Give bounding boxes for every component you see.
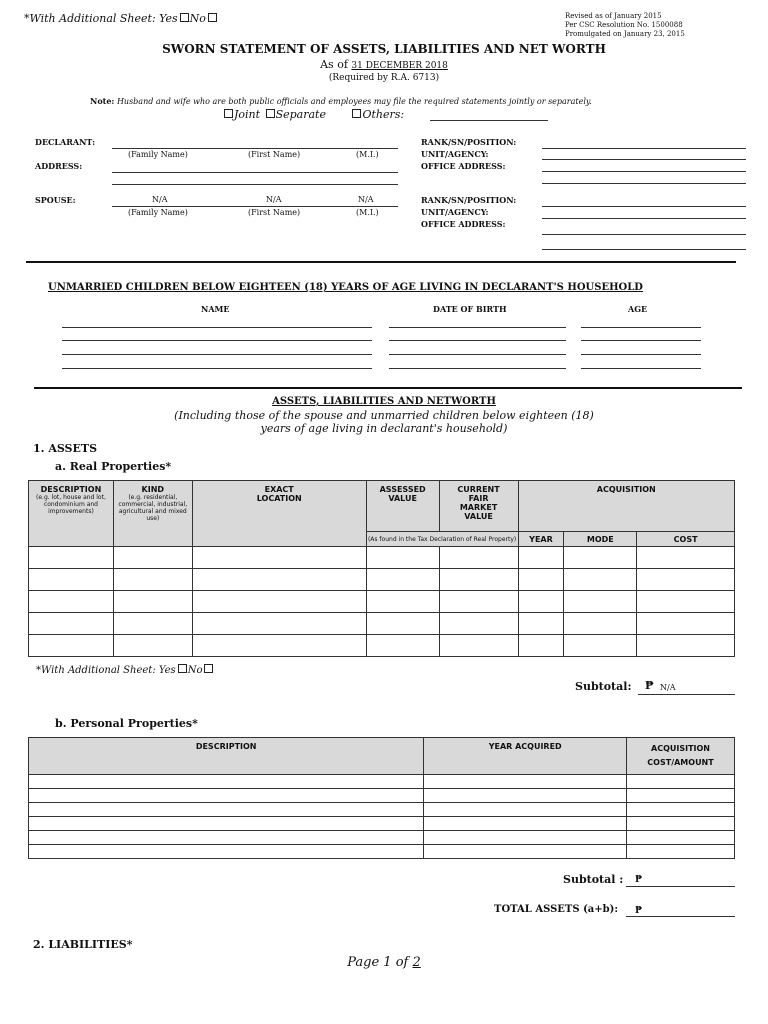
page-total: 2 [412, 955, 421, 970]
page-label: Page 1 of [347, 955, 409, 970]
total-assets-label: TOTAL ASSETS (a+b): [494, 904, 619, 915]
separate-label: Separate [275, 108, 326, 121]
declarant-name-field[interactable] [112, 148, 398, 149]
real-fmv-header: CURRENT FAIR MARKET VALUE [457, 485, 500, 521]
spouse-first-name[interactable]: N/A [266, 195, 282, 204]
alnw-subtitle-1: (Including those of the spouse and unmarried children below eighteen (18) [174, 409, 594, 422]
alnw-title: ASSETS, LIABILITIES AND NETWORTH [272, 396, 496, 407]
spouse-name-field[interactable] [112, 206, 398, 207]
real-property-cell[interactable] [637, 591, 735, 613]
declarant-mi-label: (M.I.) [356, 150, 379, 159]
children-col-age: AGE [628, 304, 648, 314]
real-property-cell[interactable] [113, 635, 192, 657]
real-properties-label: a. Real Properties* [55, 460, 172, 473]
real-property-cell[interactable] [439, 547, 518, 569]
declarant-office-field-2[interactable] [542, 183, 746, 184]
real-property-cell[interactable] [29, 591, 114, 613]
personal-property-row [29, 845, 735, 859]
personal-subtotal-peso: ₱ [635, 875, 643, 885]
real-tax-note-cell [366, 532, 518, 547]
personal-property-cell[interactable] [424, 831, 627, 845]
additional-sheet-label: *With Additional Sheet: [24, 12, 156, 25]
spouse-mi[interactable]: N/A [358, 195, 374, 204]
real-cost-header: COST [637, 532, 735, 547]
page-number [0, 955, 768, 970]
real-properties-table [28, 480, 735, 657]
as-of-date[interactable]: 31 DECEMBER 2018 [351, 61, 448, 71]
promulgated-text: Promulgated on January 23, 2015 [565, 30, 685, 38]
spouse-rank-field[interactable] [542, 206, 746, 207]
real-property-cell[interactable] [439, 569, 518, 591]
personal-cost-header: ACQUISITION COST/AMOUNT [647, 744, 714, 767]
required-by: (Required by R.A. 6713) [328, 73, 440, 83]
spouse-office-label: OFFICE ADDRESS: [421, 219, 506, 229]
child-name-field-2[interactable] [62, 340, 372, 341]
declarant-unit-field[interactable] [542, 159, 746, 160]
page-title: SWORN STATEMENT OF ASSETS, LIABILITIES AND NET WORTH [162, 42, 606, 56]
declarant-office-label: OFFICE ADDRESS: [421, 161, 506, 171]
joint-label: Joint [234, 108, 261, 121]
real-property-cell[interactable] [29, 635, 114, 657]
address-field-1[interactable] [112, 172, 398, 173]
children-title: UNMARRIED CHILDREN BELOW EIGHTEEN (18) YEARS OF AGE LIVING IN DECLARANT'S HOUSEHOLD [48, 282, 643, 293]
real-property-cell[interactable] [366, 547, 439, 569]
real-kind-sub: (e.g. residential, commercial, industrial, agricultural and mixed use) [118, 494, 188, 522]
real-property-cell[interactable] [29, 547, 114, 569]
total-assets-field[interactable] [626, 916, 735, 917]
real-col-fmv [439, 481, 518, 532]
real-property-row [29, 635, 735, 657]
spouse-rank-label: RANK/SN/POSITION: [421, 195, 517, 205]
declarant-label: DECLARANT: [35, 137, 96, 147]
real-property-cell[interactable] [518, 547, 564, 569]
per-csc-text: Per CSC Resolution No. 1500088 [565, 21, 683, 29]
real-year-header: YEAR [518, 532, 564, 547]
personal-property-cell[interactable] [29, 789, 424, 803]
section-divider-1 [26, 261, 736, 263]
real-property-cell[interactable] [366, 613, 439, 635]
personal-description-header: DESCRIPTION [195, 742, 257, 751]
personal-property-cell[interactable] [424, 775, 627, 789]
note [90, 96, 592, 106]
real-no-checkbox[interactable] [204, 664, 213, 673]
spouse-office-field-2[interactable] [542, 249, 746, 250]
personal-col-year [424, 738, 627, 775]
personal-property-cell[interactable] [627, 775, 735, 789]
real-location-header: EXACT LOCATION [256, 485, 302, 503]
personal-property-row [29, 775, 735, 789]
real-property-cell[interactable] [366, 635, 439, 657]
spouse-label: SPOUSE: [35, 195, 76, 205]
declarant-unit-label: UNIT/AGENCY: [421, 149, 489, 159]
personal-property-cell[interactable] [29, 775, 424, 789]
section-divider-2 [34, 387, 742, 389]
child-dob-field-2[interactable] [389, 340, 566, 341]
personal-property-cell[interactable] [29, 817, 424, 831]
declarant-first-name-label: (First Name) [248, 150, 301, 159]
real-property-cell[interactable] [564, 613, 637, 635]
child-name-field-4[interactable] [62, 368, 372, 369]
personal-property-cell[interactable] [627, 803, 735, 817]
real-property-cell[interactable] [518, 591, 564, 613]
personal-year-header: YEAR ACQUIRED [488, 742, 562, 751]
real-property-cell[interactable] [29, 569, 114, 591]
real-property-cell[interactable] [518, 569, 564, 591]
real-additional-sheet-label: *With Additional Sheet: [36, 665, 156, 676]
real-property-cell[interactable] [439, 613, 518, 635]
others-field[interactable] [430, 120, 548, 121]
real-property-row [29, 591, 735, 613]
real-property-cell[interactable] [366, 569, 439, 591]
real-col-acquisition [518, 481, 734, 532]
address-field-2[interactable] [112, 184, 398, 185]
yes-label: Yes [159, 12, 178, 25]
child-name-field-3[interactable] [62, 354, 372, 355]
declarant-office-field-1[interactable] [542, 171, 746, 172]
child-dob-field-3[interactable] [389, 354, 566, 355]
real-property-row [29, 547, 735, 569]
real-subtotal-value[interactable]: N/A [660, 683, 676, 692]
child-age-field-1[interactable] [581, 327, 701, 328]
child-age-field-4[interactable] [581, 368, 701, 369]
personal-property-cell[interactable] [424, 789, 627, 803]
real-col-description [29, 481, 114, 547]
alnw-subtitle-2: years of age living in declarant's household) [260, 422, 508, 435]
personal-property-cell[interactable] [627, 845, 735, 859]
spouse-unit-field[interactable] [542, 218, 746, 219]
real-property-row [29, 569, 735, 591]
no-label: No [189, 12, 206, 25]
real-property-cell[interactable] [192, 613, 366, 635]
real-property-cell[interactable] [564, 547, 637, 569]
real-property-cell[interactable] [439, 591, 518, 613]
spouse-office-field-1[interactable] [542, 234, 746, 235]
personal-property-row [29, 831, 735, 845]
personal-property-cell[interactable] [627, 831, 735, 845]
real-property-cell[interactable] [637, 635, 735, 657]
real-yes-label: Yes [158, 665, 176, 676]
real-additional-sheet [36, 664, 214, 676]
revised-text: Revised as of January 2015 [565, 12, 662, 20]
real-property-cell[interactable] [518, 613, 564, 635]
children-col-dob: DATE OF BIRTH [433, 304, 507, 314]
real-yes-checkbox[interactable] [178, 664, 187, 673]
declarant-rank-field[interactable] [542, 148, 746, 149]
real-tax-note: (As found in the Tax Declaration of Real Property) [367, 535, 517, 543]
note-label: Note: [90, 96, 115, 106]
personal-col-cost [627, 738, 735, 775]
child-dob-field-4[interactable] [389, 368, 566, 369]
personal-subtotal-label: Subtotal : [563, 873, 624, 886]
real-description-sub: (e.g. lot, house and lot, condominium and improvements) [36, 494, 106, 515]
personal-property-cell[interactable] [424, 817, 627, 831]
real-subtotal-field [638, 694, 735, 695]
real-property-row [29, 613, 735, 635]
spouse-unit-label: UNIT/AGENCY: [421, 207, 489, 217]
address-label: ADDRESS: [35, 161, 83, 171]
child-age-field-2[interactable] [581, 340, 701, 341]
real-subtotal-label: Subtotal: [575, 680, 632, 693]
children-col-name: NAME [201, 304, 230, 314]
declarant-rank-label: RANK/SN/POSITION: [421, 137, 517, 147]
additional-sheet-top [24, 12, 218, 25]
personal-col-description [29, 738, 424, 775]
as-of-label: As of [320, 58, 348, 71]
real-property-cell[interactable] [113, 547, 192, 569]
real-property-cell[interactable] [113, 591, 192, 613]
real-property-cell[interactable] [29, 613, 114, 635]
no-checkbox[interactable] [208, 13, 217, 22]
personal-property-cell[interactable] [424, 845, 627, 859]
personal-property-cell[interactable] [29, 831, 424, 845]
child-age-field-3[interactable] [581, 354, 701, 355]
real-property-cell[interactable] [518, 635, 564, 657]
real-property-cell[interactable] [637, 613, 735, 635]
real-property-cell[interactable] [637, 547, 735, 569]
real-assessed-header: ASSESSED VALUE [379, 485, 426, 503]
total-assets-peso: ₱ [635, 906, 643, 916]
real-property-cell[interactable] [439, 635, 518, 657]
real-property-cell[interactable] [192, 547, 366, 569]
child-dob-field-1[interactable] [389, 327, 566, 328]
real-kind-header: KIND [141, 485, 165, 494]
real-subtotal-peso: ₱ [645, 679, 654, 692]
as-of [0, 58, 768, 71]
spouse-first-name-label: (First Name) [248, 208, 301, 217]
real-property-cell[interactable] [192, 635, 366, 657]
real-property-cell[interactable] [192, 591, 366, 613]
personal-subtotal-field[interactable] [626, 886, 735, 887]
note-text: Husband and wife who are both public officials and employees may file the required statements jointly or separately. [116, 97, 592, 106]
real-property-cell[interactable] [192, 569, 366, 591]
spouse-mi-label: (M.I.) [356, 208, 379, 217]
others-label: Others: [362, 108, 405, 121]
personal-properties-label: b. Personal Properties* [55, 717, 198, 730]
personal-property-row [29, 789, 735, 803]
spouse-family-name-label: (Family Name) [128, 208, 188, 217]
personal-property-cell[interactable] [29, 845, 424, 859]
personal-property-cell[interactable] [627, 789, 735, 803]
yes-checkbox[interactable] [180, 13, 189, 22]
real-property-cell[interactable] [113, 613, 192, 635]
assets-label: 1. ASSETS [33, 442, 98, 455]
filing-options [222, 108, 404, 121]
real-col-location [192, 481, 366, 547]
personal-properties-table [28, 737, 735, 859]
real-property-cell[interactable] [113, 569, 192, 591]
personal-property-row [29, 817, 735, 831]
personal-property-cell[interactable] [627, 817, 735, 831]
separate-checkbox[interactable] [266, 109, 275, 118]
others-checkbox[interactable] [352, 109, 361, 118]
real-property-cell[interactable] [564, 591, 637, 613]
personal-property-cell[interactable] [424, 803, 627, 817]
real-property-cell[interactable] [564, 635, 637, 657]
declarant-family-name-label: (Family Name) [128, 150, 188, 159]
real-no-label: No [187, 665, 203, 676]
spouse-family-name[interactable]: N/A [152, 195, 168, 204]
personal-property-cell[interactable] [29, 803, 424, 817]
liabilities-label: 2. LIABILITIES* [33, 938, 133, 951]
real-col-assessed [366, 481, 439, 532]
joint-checkbox[interactable] [224, 109, 233, 118]
real-acquisition-header: ACQUISITION [596, 485, 656, 494]
child-name-field-1[interactable] [62, 327, 372, 328]
personal-property-row [29, 803, 735, 817]
real-property-cell[interactable] [637, 569, 735, 591]
real-description-header: DESCRIPTION [40, 485, 102, 494]
real-property-cell[interactable] [366, 591, 439, 613]
real-col-kind [113, 481, 192, 547]
real-mode-header: MODE [564, 532, 637, 547]
revision-info [565, 12, 685, 39]
real-property-cell[interactable] [564, 569, 637, 591]
